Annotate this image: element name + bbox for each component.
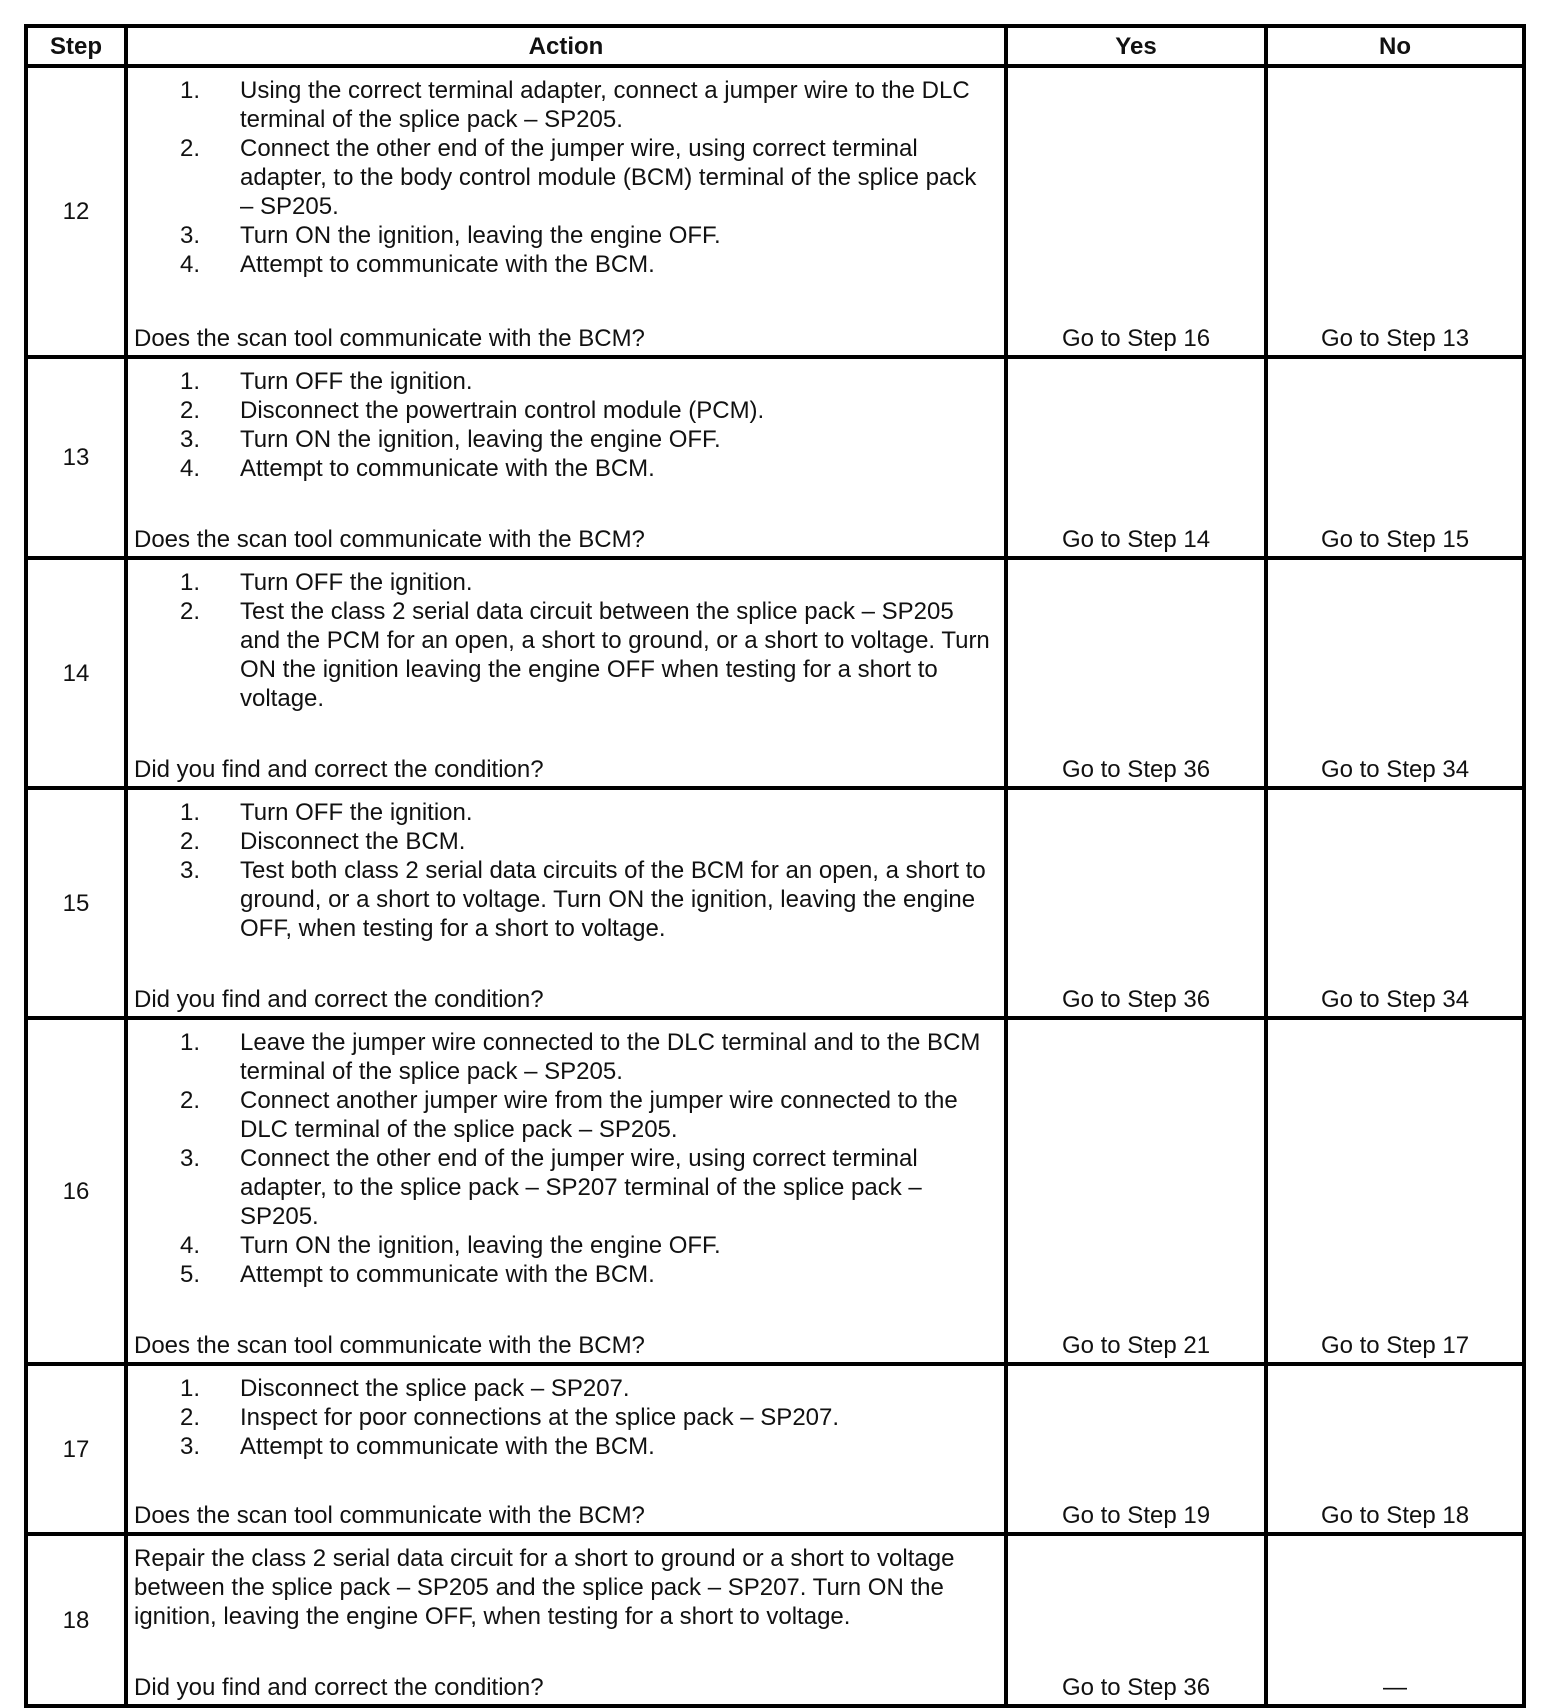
action-item [134,568,996,597]
item-text: Turn OFF the ignition. [240,368,473,395]
header-no: No [1266,26,1524,66]
item-text: Connect another jumper wire from the jumper wire connected to the DLC terminal of the splice pack – SP205. [240,1087,958,1143]
action-cell [126,357,1006,558]
step-number: 18 [26,1534,126,1706]
action-list [134,1028,996,1289]
action-item [134,1144,996,1231]
item-text: Turn OFF the ignition. [240,799,473,826]
step-number: 17 [26,1364,126,1534]
item-number: 5. [180,1261,201,1288]
table-header-row [26,26,1524,66]
no-result: — [1266,1534,1524,1706]
action-question: Does the scan tool communicate with the BCM? [134,325,645,352]
step-number: 13 [26,357,126,558]
item-text: Using the correct terminal adapter, connect a jumper wire to the DLC terminal of the splice pack – SP205. [240,77,970,133]
yes-result: Go to Step 14 [1006,357,1266,558]
action-item [134,1403,996,1432]
no-result: Go to Step 17 [1266,1018,1524,1364]
action-item [134,76,996,134]
item-text: Test the class 2 serial data circuit between the splice pack – SP205 and the PCM for an open, a short to ground, or a short to voltage. Turn ON the ignition leaving the engine OFF when testing for a short to voltage. [240,598,990,712]
step-number: 15 [26,788,126,1018]
action-item [134,134,996,221]
action-item [134,454,996,483]
no-result: Go to Step 34 [1266,788,1524,1018]
item-number: 1. [180,799,201,826]
action-item [134,1086,996,1144]
diagnostic-table [24,24,1526,1708]
table-row-step-13 [26,357,1524,558]
action-list [134,568,996,713]
action-list [134,367,996,483]
action-cell [126,66,1006,357]
item-number: 2. [180,1404,201,1431]
item-text: Attempt to communicate with the BCM. [240,1433,655,1460]
item-number: 1. [180,77,201,104]
action-item [134,425,996,454]
item-text: Inspect for poor connections at the splice pack – SP207. [240,1404,840,1431]
table-row-step-16 [26,1018,1524,1364]
table-row-step-12 [26,66,1524,357]
item-text: Disconnect the BCM. [240,828,466,855]
action-item [134,1231,996,1260]
action-question: Does the scan tool communicate with the BCM? [134,526,645,553]
yes-result: Go to Step 16 [1006,66,1266,357]
item-number: 3. [180,426,201,453]
no-result: Go to Step 13 [1266,66,1524,357]
step-number: 16 [26,1018,126,1364]
action-list [134,798,996,943]
item-number: 4. [180,1232,201,1259]
item-text: Connect the other end of the jumper wire, using correct terminal adapter, to the splice pack – SP207 terminal of the splice pack – SP205. [240,1145,922,1230]
yes-result: Go to Step 21 [1006,1018,1266,1364]
item-number: 3. [180,222,201,249]
item-text: Turn ON the ignition, leaving the engine OFF. [240,222,721,249]
item-text: Test both class 2 serial data circuits of the BCM for an open, a short to ground, or a short to voltage. Turn ON the ignition, leaving the engine OFF, when testing for a short to voltage. [240,857,986,942]
item-number: 2. [180,1087,201,1114]
no-result: Go to Step 15 [1266,357,1524,558]
item-number: 2. [180,135,201,162]
action-question: Did you find and correct the condition? [134,756,544,783]
header-step: Step [26,26,126,66]
header-yes: Yes [1006,26,1266,66]
item-number: 1. [180,569,201,596]
table-row-step-15 [26,788,1524,1018]
step-number: 14 [26,558,126,788]
item-number: 1. [180,1029,201,1056]
item-number: 3. [180,1433,201,1460]
no-result: Go to Step 34 [1266,558,1524,788]
item-number: 4. [180,455,201,482]
action-list [134,76,996,279]
action-item [134,827,996,856]
item-text: Disconnect the powertrain control module (PCM). [240,397,765,424]
action-question: Did you find and correct the condition? [134,986,544,1013]
action-item [134,1028,996,1086]
item-text: Leave the jumper wire connected to the DLC terminal and to the BCM terminal of the splice pack – SP205. [240,1029,981,1085]
action-item [134,856,996,943]
header-action: Action [126,26,1006,66]
action-cell [126,788,1006,1018]
item-text: Turn ON the ignition, leaving the engine OFF. [240,426,721,453]
item-number: 2. [180,397,201,424]
item-number: 4. [180,251,201,278]
action-question: Does the scan tool communicate with the BCM? [134,1502,645,1529]
action-item [134,221,996,250]
item-number: 2. [180,598,201,625]
action-item [134,367,996,396]
action-item [134,1374,996,1403]
action-item [134,798,996,827]
table-row-step-17 [26,1364,1524,1534]
item-text: Disconnect the splice pack – SP207. [240,1375,630,1402]
item-number: 1. [180,1375,201,1402]
item-text: Attempt to communicate with the BCM. [240,251,655,278]
action-item [134,396,996,425]
item-text: Connect the other end of the jumper wire, using correct terminal adapter, to the body control module (BCM) terminal of the splice pack – SP205. [240,135,977,220]
no-result: Go to Step 18 [1266,1364,1524,1534]
yes-result: Go to Step 36 [1006,1534,1266,1706]
item-text: Turn ON the ignition, leaving the engine OFF. [240,1232,721,1259]
item-text: Attempt to communicate with the BCM. [240,1261,655,1288]
action-item [134,597,996,713]
action-cell [126,1018,1006,1364]
action-list [134,1374,996,1461]
action-item [134,1260,996,1289]
action-item [134,1432,996,1461]
action-question: Did you find and correct the condition? [134,1674,544,1701]
action-paragraph: Repair the class 2 serial data circuit for a short to ground or a short to voltage between the splice pack – SP205 and the splice pack – SP207. Turn ON the ignition, leaving the engine OFF, when testing for a short to voltage. [134,1545,955,1630]
action-item [134,250,996,279]
yes-result: Go to Step 36 [1006,558,1266,788]
yes-result: Go to Step 19 [1006,1364,1266,1534]
action-cell [126,558,1006,788]
step-number: 12 [26,66,126,357]
item-number: 3. [180,857,201,884]
yes-result: Go to Step 36 [1006,788,1266,1018]
item-text: Attempt to communicate with the BCM. [240,455,655,482]
action-cell [126,1534,1006,1706]
table-row-step-18 [26,1534,1524,1706]
item-number: 3. [180,1145,201,1172]
table-row-step-14 [26,558,1524,788]
action-cell [126,1364,1006,1534]
action-question: Does the scan tool communicate with the BCM? [134,1332,645,1359]
item-number: 1. [180,368,201,395]
item-text: Turn OFF the ignition. [240,569,473,596]
item-number: 2. [180,828,201,855]
